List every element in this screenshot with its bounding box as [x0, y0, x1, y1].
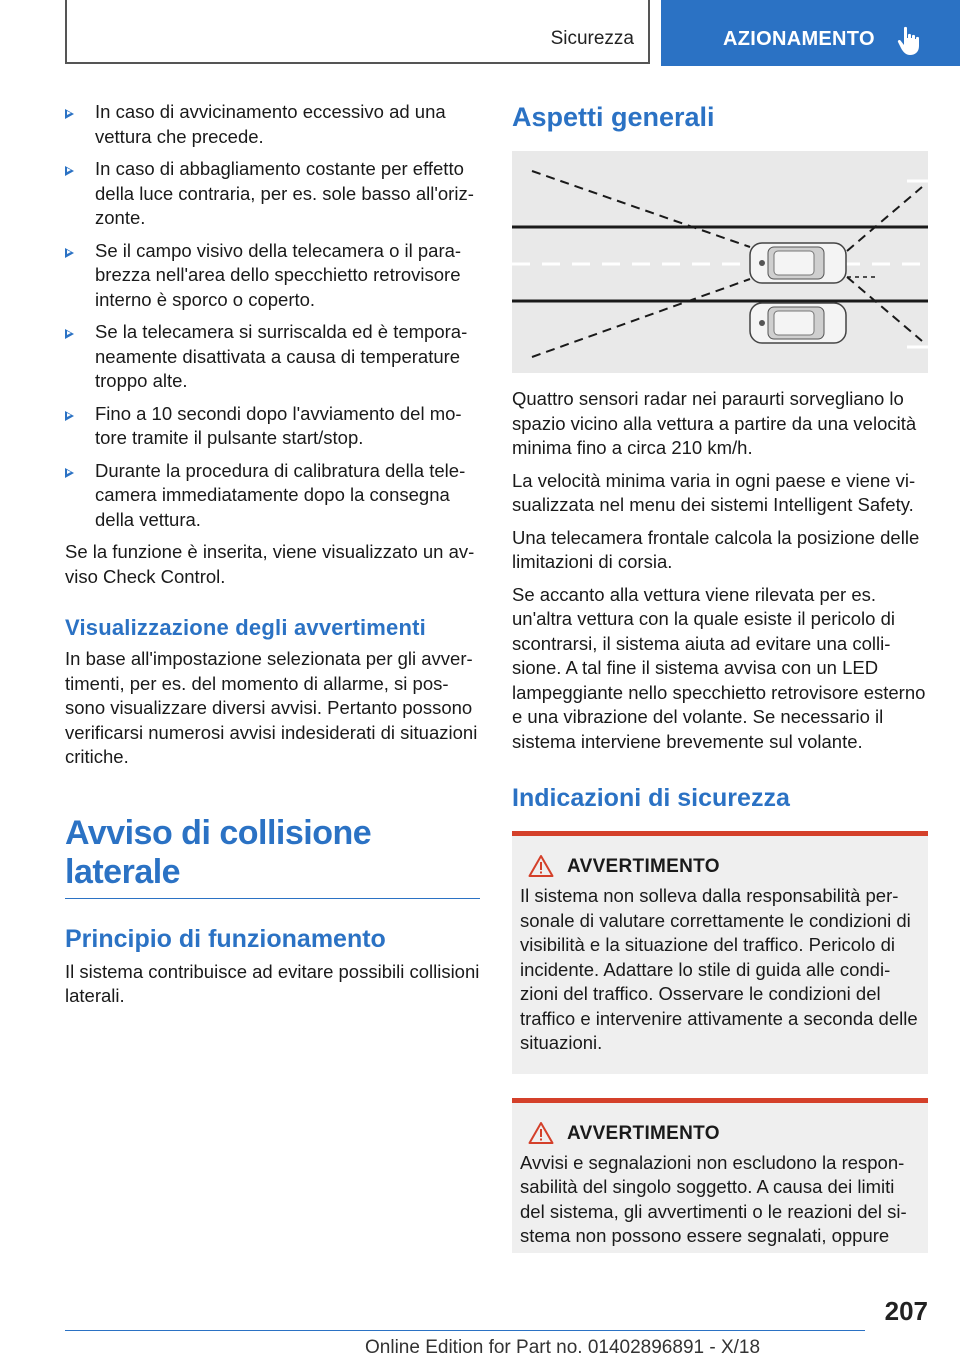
left-column [65, 100, 480, 1017]
check-control-paragraph: Se la funzione è inserita, viene visualizzato un avviso Check Control. [65, 541, 475, 587]
principle-heading: Principio di funzionamento [65, 924, 386, 953]
list-item: Se il campo visivo della telecamera o il parabrezza nell'area dello specchietto retrovisore interno è sporco o coperto. [65, 239, 480, 313]
triangle-bullet-icon [65, 468, 74, 478]
chapter-title: AZIONAMENTO [723, 28, 875, 50]
section-title: Sicurezza [550, 28, 634, 49]
page-number: 207 [884, 1296, 928, 1326]
chapter-tab[interactable] [661, 0, 960, 66]
header-section-box [65, 0, 650, 64]
warning-triangle-icon [528, 1121, 554, 1145]
list-item: In caso di avvicinamento eccessivo ad una vettura che precede. [65, 100, 480, 149]
list-item: Se la telecamera si surriscalda ed è temporaneamente disattivata a causa di temperature troppo alte. [65, 320, 480, 394]
warning-text: Il sistema non solleva dalla responsabilità personale di valutare correttamente le condizioni di visibilità e la situazione del traffico. Pericolo di incidente. Adattare lo stile di guida alle condizioni del traffico. Osservare le condizioni del traffico e intervenire attivamente a seconda delle situazioni. [520, 885, 918, 1053]
warning-triangle-icon [528, 854, 554, 878]
detection-paragraph: Se accanto alla vettura viene rilevata per es. un'altra vettura con la quale esiste il pericolo di scontrarsi, il sistema aiuta ad evitare una collisione. A tal fine il sistema avvisa con un LED lampeggiante nello specchietto retrovisore esterno e una vibrazione del volante. Se necessario il sistema interviene brevemente sul volante. [512, 583, 926, 752]
right-column [512, 100, 928, 1253]
safety-heading: Indicazioni di sicurezza [512, 784, 790, 812]
footer-divider [65, 1330, 865, 1331]
warning-title: AVVERTIMENTO [567, 856, 720, 877]
vehicle-icon [750, 243, 846, 283]
warnings-display-heading: Visualizzazione degli avvertimenti [65, 615, 426, 640]
general-heading: Aspetti generali [512, 102, 715, 132]
triangle-bullet-icon [65, 166, 74, 176]
edition-footer: Online Edition for Part no. 01402896891 - X/18 [365, 1337, 761, 1358]
principle-paragraph: Il sistema contribuisce ad evitare possibili collisioni laterali. [65, 960, 480, 1006]
list-item: In caso di abbagliamento costante per effetto della luce contraria, per es. sole basso all'orizzonte. [65, 157, 480, 231]
camera-paragraph: Una telecamera frontale calcola la posizione delle limitazioni di corsia. [512, 526, 920, 572]
sensors-paragraph: Quattro sensori radar nei paraurti sorvegliano lo spazio vicino alla vettura a partire da una velocità minima fino a circa 210 km/h. [512, 388, 917, 458]
pointing-hand-icon [897, 26, 921, 56]
vehicle-icon [750, 303, 846, 343]
side-collision-heading: Avviso di collisione laterale [65, 814, 480, 899]
triangle-bullet-icon [65, 109, 74, 119]
warning-title: AVVERTIMENTO [567, 1122, 720, 1144]
warning-box [512, 1098, 928, 1253]
warnings-display-paragraph: In base all'impostazione selezionata per gli avvertimenti, per es. del momento di allarme, si possono visualizzare diversi avvisi. Pertanto possono verificarsi numerosi avvisi indesiderati di situazioni critiche. [65, 648, 478, 767]
side-collision-radar-diagram [512, 151, 928, 373]
triangle-bullet-icon [65, 329, 74, 339]
triangle-bullet-icon [65, 248, 74, 258]
condition-list [65, 100, 480, 532]
list-item: Durante la procedura di calibratura della telecamera immediatamente dopo la consegna della vettura. [65, 459, 480, 533]
speed-paragraph: La velocità minima varia in ogni paese e viene visualizzata nel menu dei sistemi Intelligent Safety. [512, 469, 916, 515]
list-item: Fino a 10 secondi dopo l'avviamento del motore tramite il pulsante start/stop. [65, 402, 480, 451]
triangle-bullet-icon [65, 411, 74, 421]
warning-box [512, 831, 928, 1074]
warning-text: Avvisi e segnalazioni non escludono la responsabilità del singolo soggetto. A causa dei limiti del sistema, gli avvertimenti o le reazioni del sistema non possono essere segnalati, oppure [520, 1151, 907, 1246]
